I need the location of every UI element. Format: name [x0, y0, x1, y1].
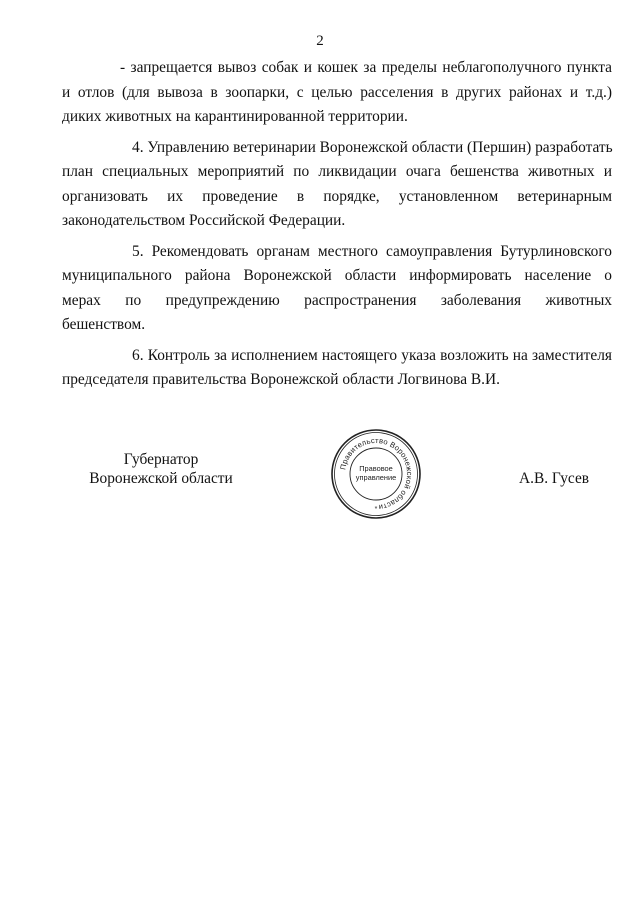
text-line: организовать их проведение в порядке, установленном ветеринарным	[62, 187, 612, 205]
text-line: 4. Управлению ветеринарии Воронежской области (Першин) разработать	[132, 138, 613, 156]
text-line: 6. Контроль за исполнением настоящего указа возложить на заместителя	[132, 346, 612, 364]
text-line: - запрещается вывоз собак и кошек за пределы неблагополучного пункта	[120, 59, 612, 76]
paragraph-restrictions	[62, 56, 612, 130]
text-line: 5. Рекомендовать органам местного самоуправления Бутурлиновского	[132, 242, 612, 260]
text-line: мерах по предупреждению распространения заболевания животных	[62, 291, 612, 309]
signatory-title	[86, 450, 236, 488]
text-line: муниципального района Воронежской области информировать население о	[62, 267, 612, 284]
text-line: председателя правительства Воронежской области Логвинова В.И.	[62, 371, 500, 388]
text-line: бешенством.	[62, 316, 146, 333]
page-number: 2	[316, 33, 324, 49]
signatory-title-line: Губернатор	[123, 451, 199, 468]
signatory-title-line: Воронежской области	[89, 470, 233, 487]
paragraph-item-4	[62, 136, 613, 234]
text-line: законодательством Российской Федерации.	[62, 212, 346, 229]
seal-ring-text: Правительство Воронежской области	[338, 435, 415, 512]
official-seal-stamp	[330, 428, 422, 520]
seal-center-line: управление	[355, 473, 397, 482]
text-line: план специальных мероприятий по ликвидации очага бешенства животных и	[62, 163, 612, 180]
paragraph-item-6	[62, 344, 612, 393]
seal-center-line: Правовое	[359, 464, 393, 473]
text-line: диких животных на карантинированной территории.	[62, 108, 408, 125]
document-body	[62, 56, 613, 393]
seal-star: *	[374, 506, 378, 513]
signature-block	[0, 450, 640, 530]
text-line: и отлов (для вывоза в зоопарки, с целью расселения в других районах и т.д.)	[62, 83, 612, 101]
signatory-name: А.В. Гусев	[519, 470, 590, 487]
paragraph-item-5	[62, 240, 612, 338]
